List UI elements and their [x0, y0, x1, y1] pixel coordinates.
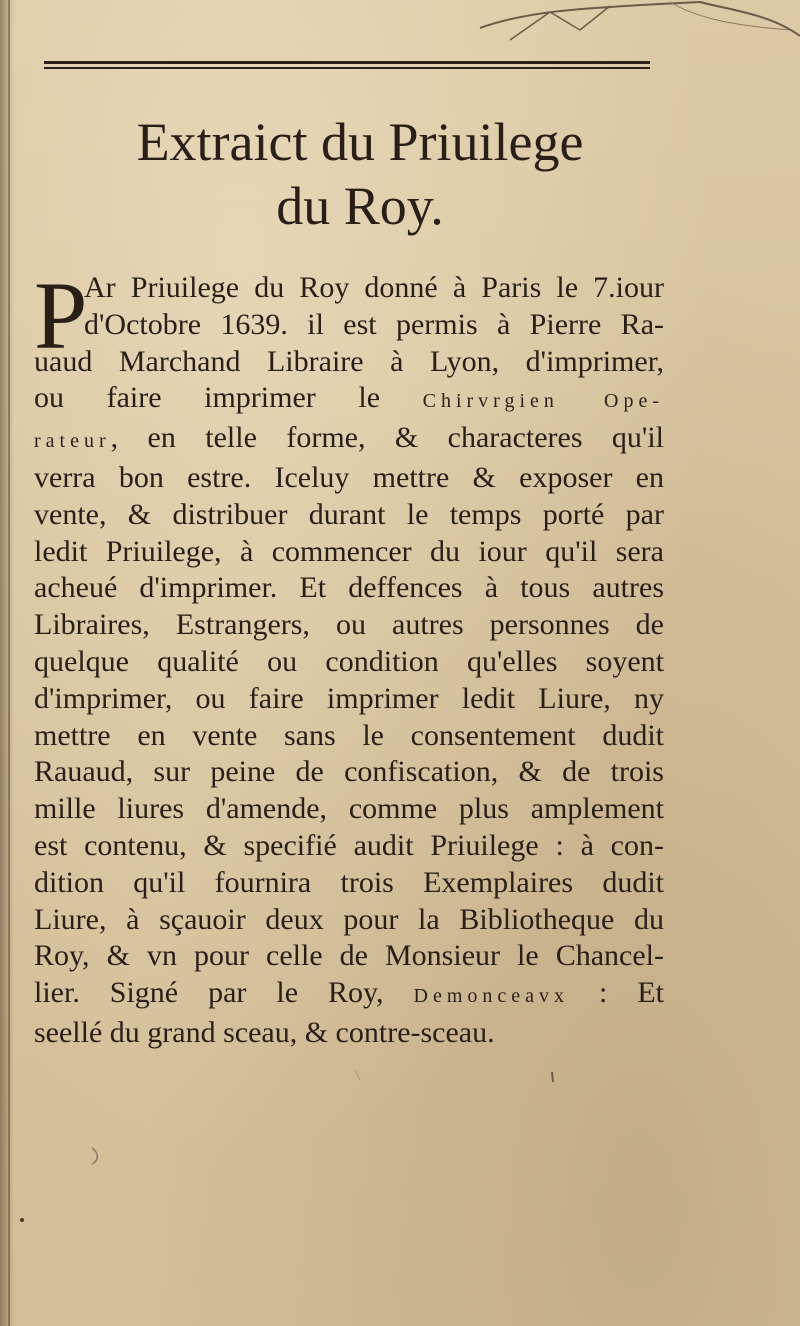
text-line: d'Octobre 1639. il est permis à Pierre Ra-	[84, 307, 664, 341]
text-line: est contenu, & specifié audit Priuilege : à con-	[34, 828, 664, 862]
text-line: seellé du grand sceau, & contre-sceau.	[34, 1015, 495, 1049]
signature-smallcaps: Demonceavx	[413, 985, 570, 1008]
text-line: Roy, & vn pour celle de Monsieur le Chancel-	[34, 939, 664, 973]
text-fragment: lier. Signé par le Roy,	[34, 976, 414, 1010]
title-line-1: Extraict du Priuilege	[136, 112, 584, 172]
text-line: quelque qualité ou condition qu'elles soyent	[34, 644, 664, 678]
text-fragment: , en telle forme, & characteres qu'il	[110, 421, 664, 455]
book-title-smallcaps: Chirvrgien Ope-	[422, 390, 664, 413]
text-line: Rauaud, sur peine de confiscation, & de trois	[34, 755, 664, 789]
text-line: uaud Marchand Libraire à Lyon, d'imprimer,	[34, 344, 664, 378]
book-title-smallcaps-cont: rateur	[34, 430, 111, 453]
text-line: Ar Priuilege du Roy donné à Paris le 7.iour	[84, 271, 664, 304]
text-line: d'imprimer, ou faire imprimer ledit Liure, ny	[34, 681, 664, 715]
drop-cap: P	[34, 262, 88, 369]
text-fragment: : Et	[569, 976, 664, 1010]
text-line: Libraires, Estrangers, ou autres personnes de	[34, 608, 664, 642]
text-line: mettre en vente sans le consentement dudit	[34, 718, 664, 752]
text-line: vente, & distribuer durant le temps porté par	[34, 497, 664, 531]
text-fragment: ou faire imprimer le	[34, 381, 423, 415]
text-line: verra bon estre. Iceluy mettre & exposer en	[34, 460, 664, 494]
text-line: ledit Priuilege, à commencer du iour qu'il sera	[34, 534, 664, 568]
title-line-2: du Roy.	[276, 176, 444, 236]
text-line: Liure, à sçauoir deux pour la Bibliotheque du	[34, 902, 664, 936]
text-line: dition qu'il fournira trois Exemplaires dudit	[34, 865, 664, 899]
text-line: acheué d'imprimer. Et deffences à tous autres	[34, 571, 664, 605]
text-line: mille liures d'amende, comme plus amplement	[34, 792, 664, 826]
